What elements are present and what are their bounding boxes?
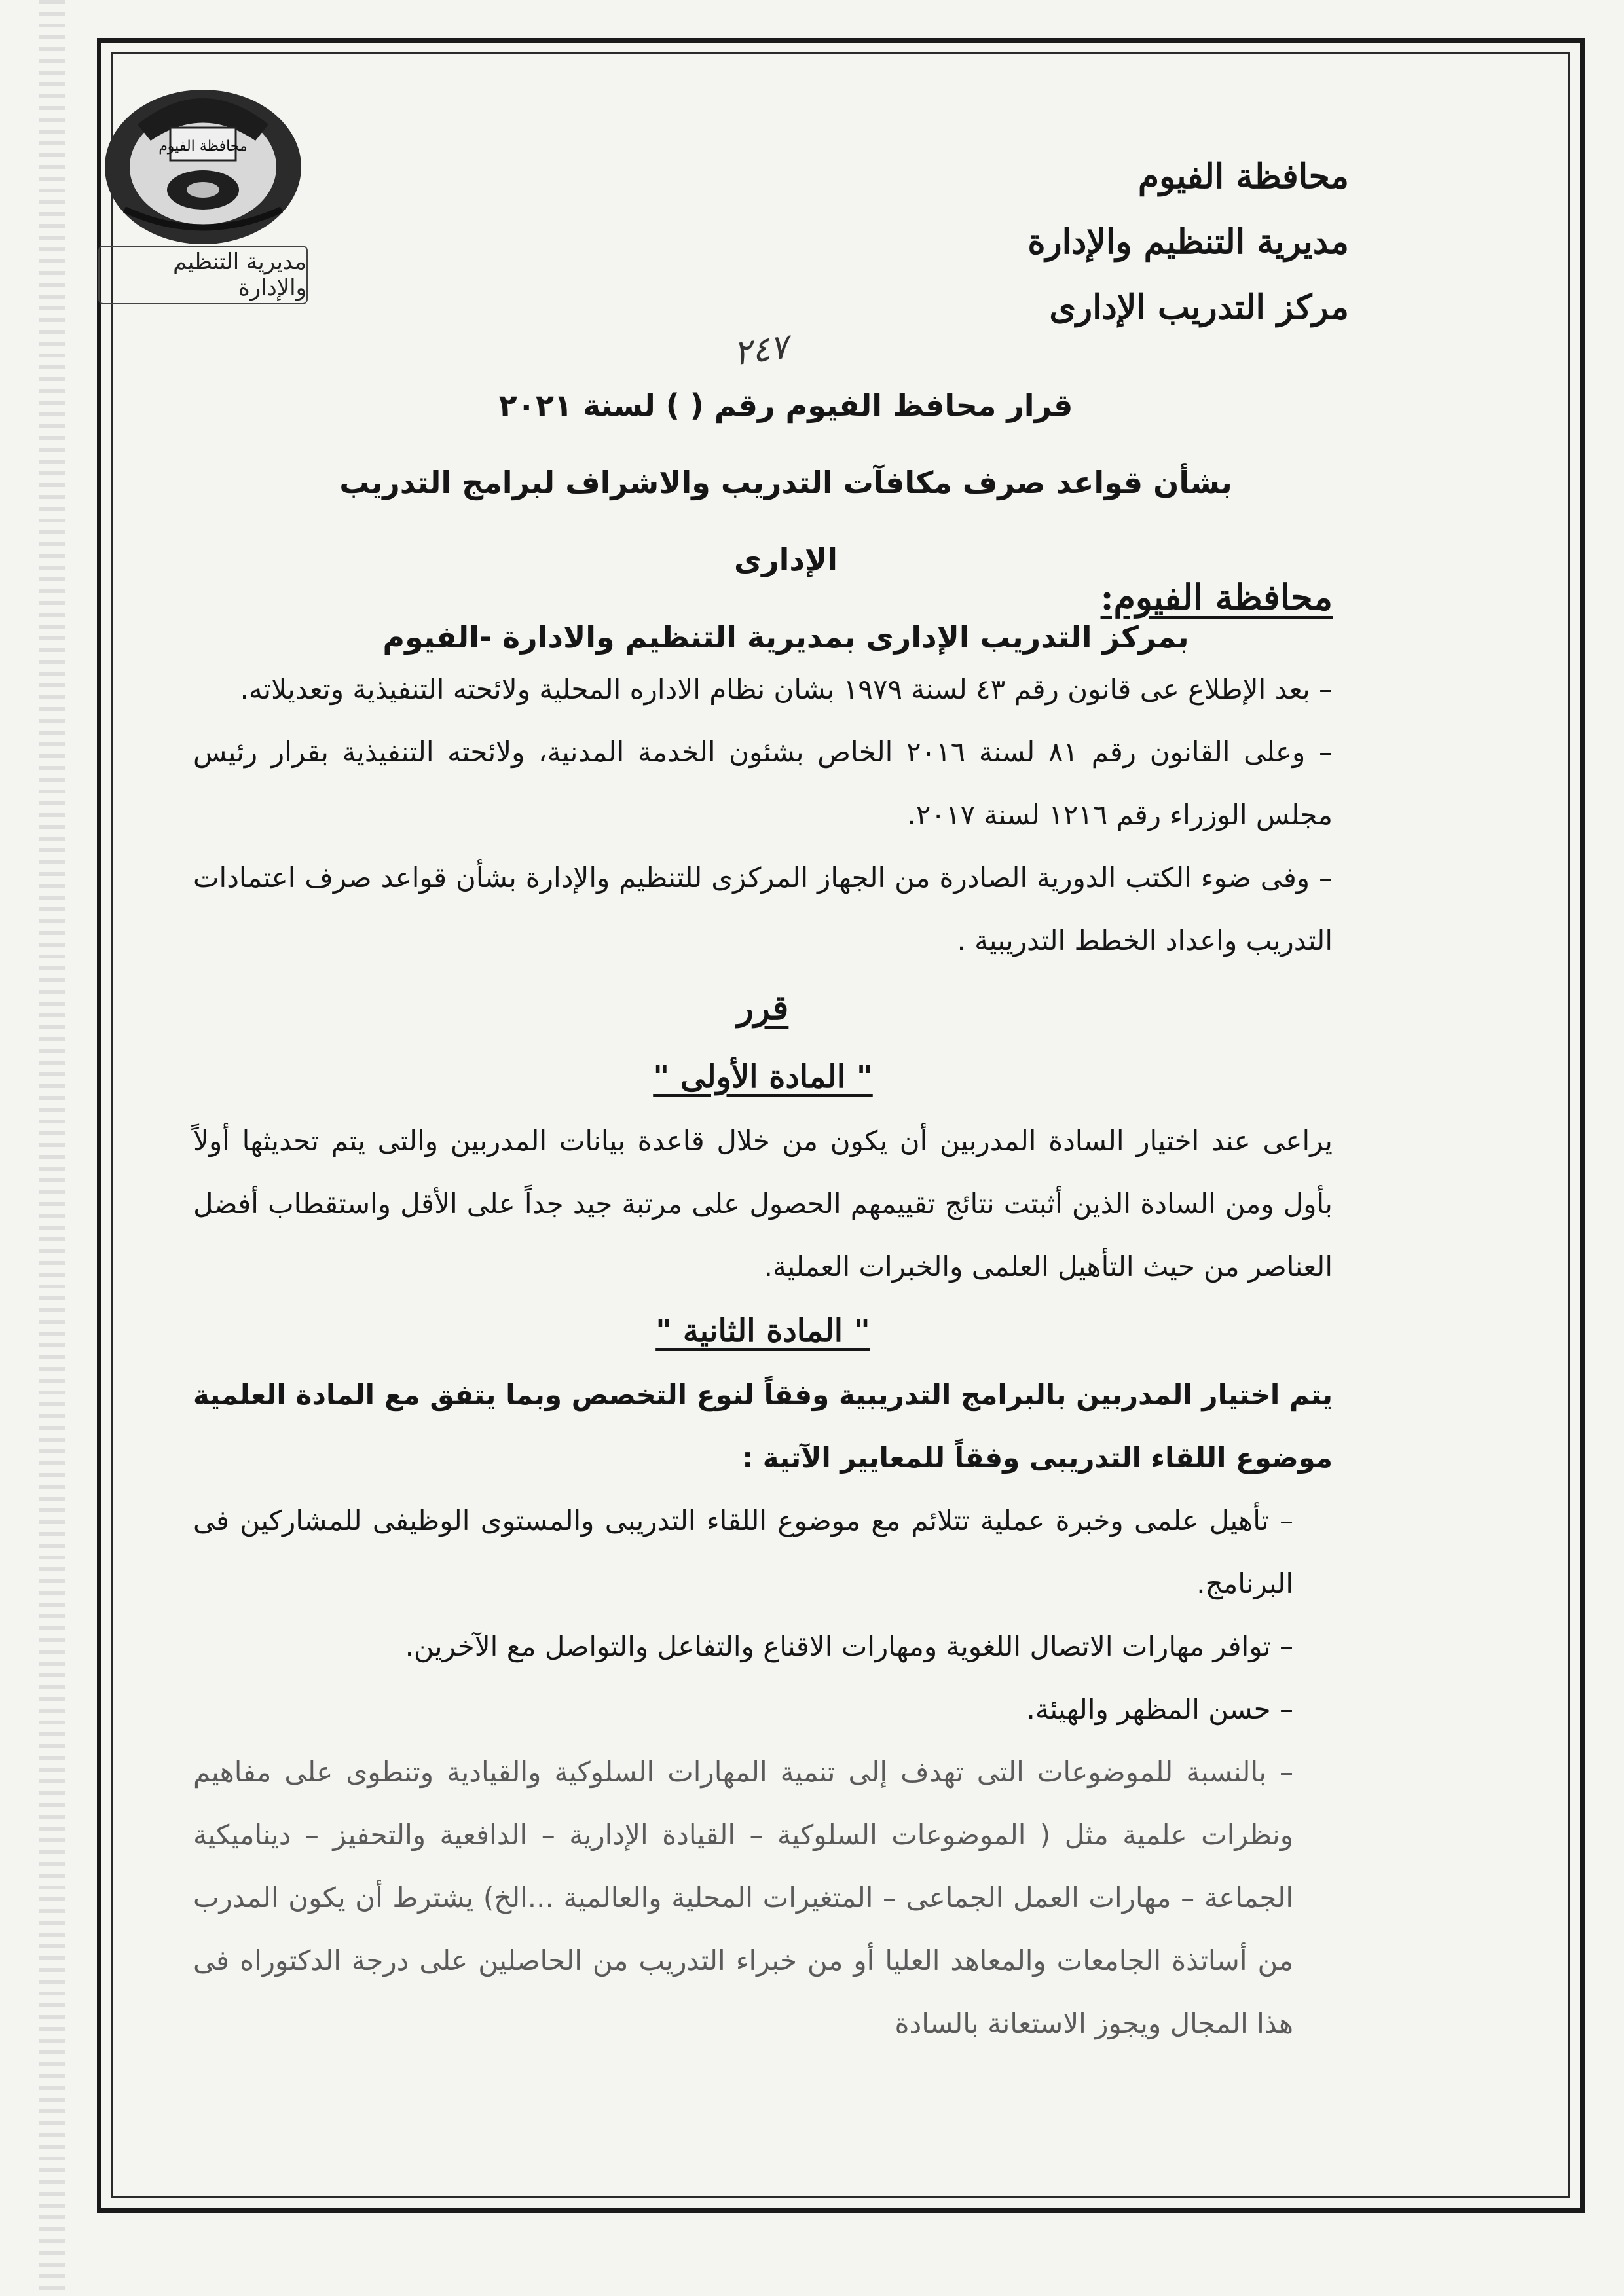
- decree-title-line-2: بشأن قواعد صرف مكافآت التدريب والاشراف لبرامج التدريب الإدارى: [339, 465, 1232, 577]
- decree-title: [308, 367, 1264, 676]
- document-page: [157, 72, 1395, 2193]
- article-2-intro: يتم اختيار المدربين بالبرامج التدريبية وفقاً لنوع التخصص وبما يتفق مع المادة العلمية موضوع اللقاء التدريبى وفقاً للمعايير الآتية :: [193, 1379, 1333, 1474]
- letterhead-governorate: محافظة الفيوم: [1137, 156, 1349, 196]
- article-2-item: – حسن المظهر والهيئة.: [1026, 1693, 1293, 1725]
- article-2-item: – بالنسبة للموضوعات التى تهدف إلى تنمية المهارات السلوكية والقيادية وتنطوى على مفاهيم ونظرات علمية مثل ( الموضوعات السلوكية – القيادة الإدارية – الدافعية والتحفيز – ديناميكية الجماعة – مهارات العمل الجماعى – المتغيرات المحلية والعالمية ...الخ) يشترط أن يكون المدرب من أساتذة الجامعات والمعاهد العليا أو من خبراء التدريب من الحاصلين على درجة الدكتوراه فى هذا المجال ويجوز الاستعانة بالسادة: [193, 1756, 1293, 2039]
- emblem-text: محافظة الفيوم: [158, 138, 248, 155]
- article-2-heading: " المادة الثانية ": [655, 1313, 870, 1349]
- decree-word: قرر: [737, 988, 789, 1028]
- letterhead-directorate: مديرية التنظيم والإدارة: [1027, 222, 1349, 262]
- article-2-item: – توافر مهارات الاتصال اللغوية ومهارات الاقناع والتفاعل والتواصل مع الآخرين.: [405, 1630, 1293, 1662]
- preamble-heading: محافظة الفيوم:: [1100, 576, 1333, 618]
- preamble-item: – بعد الإطلاع عى قانون رقم ٤٣ لسنة ١٩٧٩ بشان نظام الاداره المحلية ولائحته التنفيذية وتعديلاته.: [240, 673, 1333, 705]
- article-2-item: – تأهيل علمى وخبرة عملية تتلائم مع موضوع اللقاء التدريبى والمستوى الوظيفى للمشاركين فى البرنامج.: [193, 1504, 1293, 1599]
- letterhead: [891, 144, 1349, 340]
- scan-edge-artifact: [39, 0, 65, 2296]
- article-1-heading: " المادة الأولى ": [653, 1059, 873, 1095]
- decree-title-line-1: قرار محافظ الفيوم رقم ( ) لسنة ٢٠٢١: [498, 388, 1073, 423]
- preamble-item: – وفى ضوء الكتب الدورية الصادرة من الجهاز المركزى للتنظيم والإدارة بشأن قواعد صرف اعتمادات التدريب واعداد الخطط التدريبية .: [193, 862, 1333, 957]
- preamble-item: – وعلى القانون رقم ٨١ لسنة ٢٠١٦ الخاص بشئون الخدمة المدنية، ولائحته التنفيذية بقرار رئيس مجلس الوزراء رقم ١٢١٦ لسنة ٢٠١٧.: [193, 736, 1333, 831]
- logo-caption: مديرية التنظيم والإدارة: [98, 246, 308, 304]
- decree-title-line-3: بمركز التدريب الإدارى بمديرية التنظيم والادارة -الفيوم: [382, 619, 1189, 655]
- document-body: [193, 658, 1333, 2055]
- handwritten-decree-number: ٢٤٧: [731, 327, 791, 374]
- article-1-text: يراعى عند اختيار السادة المدربين أن يكون من خلال قاعدة بيانات المدربين والتى يتم تحديثها أولاً بأول ومن السادة الذين أثبتت نتائج تقييمهم الحصول على مرتبة جيد جداً على الأقل واستقطاب أفضل العناصر من حيث التأهيل العلمى والخبرات العملية.: [193, 1125, 1333, 1283]
- letterhead-center: مركز التدريب الإدارى: [1049, 287, 1349, 327]
